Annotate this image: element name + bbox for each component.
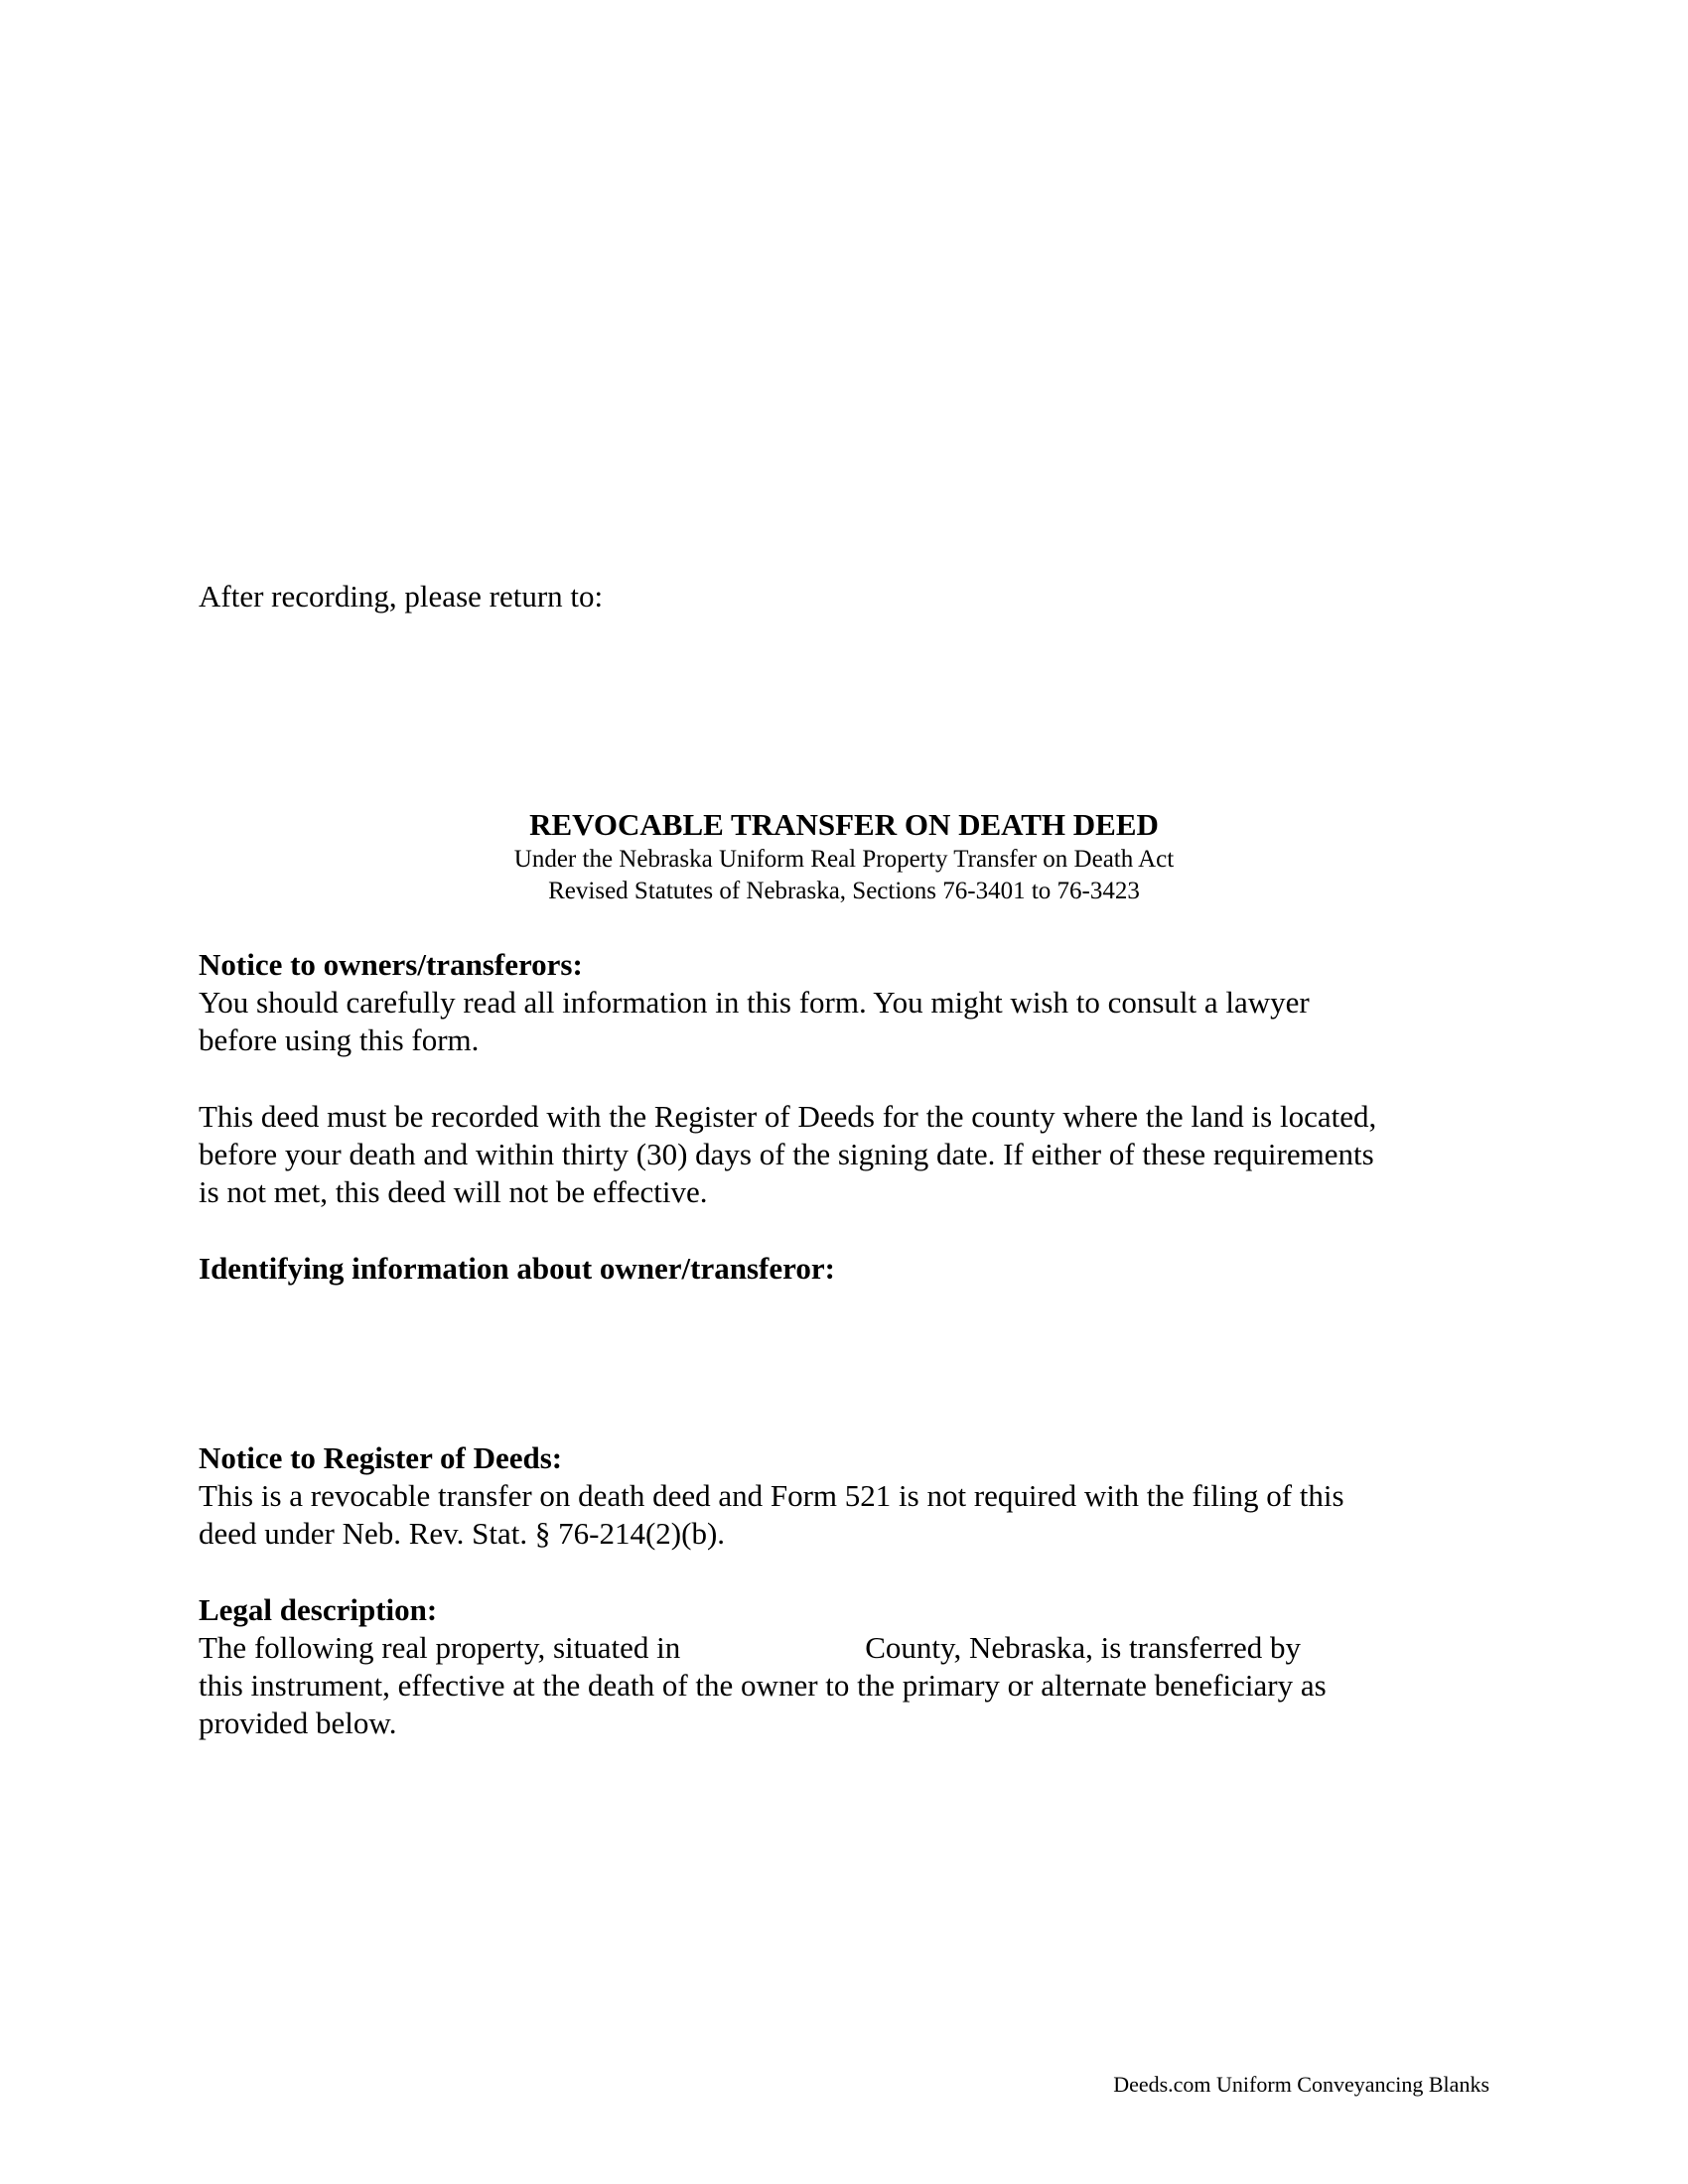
legal-description-text-before-county: The following real property, situated in [199,1630,681,1665]
return-address-label: After recording, please return to: [199,579,604,614]
notice-to-owners-section [199,946,1489,1059]
page-footer: Deeds.com Uniform Conveyancing Blanks [1113,2072,1489,2097]
notice-to-owners-text-line: You should carefully read all information in this form. You might wish to consult a lawyer [199,985,1310,1020]
notice-to-register-text-line: deed under Neb. Rev. Stat. § 76-214(2)(b). [199,1516,726,1551]
notice-to-owners-text-line: before using this form. [199,1023,480,1057]
legal-description-section [199,1591,1489,1742]
recording-requirement-paragraph [199,1098,1489,1211]
notice-to-register-section [199,1439,1489,1553]
recording-requirement-line: This deed must be recorded with the Register of Deeds for the county where the land is located, [199,1099,1377,1134]
identifying-information-section [199,1250,1489,1288]
document-title-block [199,806,1489,907]
identifying-information-heading: Identifying information about owner/transferor: [199,1251,835,1286]
recording-requirement-line: is not met, this deed will not be effective. [199,1174,708,1209]
return-address-label-block [199,578,1489,615]
legal-description-text-after-county: County, Nebraska, is transferred by [865,1630,1302,1665]
document-title: REVOCABLE TRANSFER ON DEATH DEED [529,807,1159,842]
legal-description-line [199,1629,1489,1667]
document-subtitle-act: Under the Nebraska Uniform Real Property Transfer on Death Act [513,846,1175,873]
notice-to-owners-heading: Notice to owners/transferors: [199,947,583,982]
notice-to-register-text-line: This is a revocable transfer on death deed and Form 521 is not required with the filing of this [199,1478,1344,1513]
notice-to-register-heading: Notice to Register of Deeds: [199,1440,563,1475]
document-subtitle-statutes: Revised Statutes of Nebraska, Sections 76-3401 to 76-3423 [548,878,1140,904]
legal-description-heading: Legal description: [199,1592,438,1627]
legal-description-line: this instrument, effective at the death of the owner to the primary or alternate beneficiary as [199,1668,1327,1703]
legal-description-line: provided below. [199,1706,397,1740]
recording-requirement-line: before your death and within thirty (30) days of the signing date. If either of these requirements [199,1137,1374,1171]
